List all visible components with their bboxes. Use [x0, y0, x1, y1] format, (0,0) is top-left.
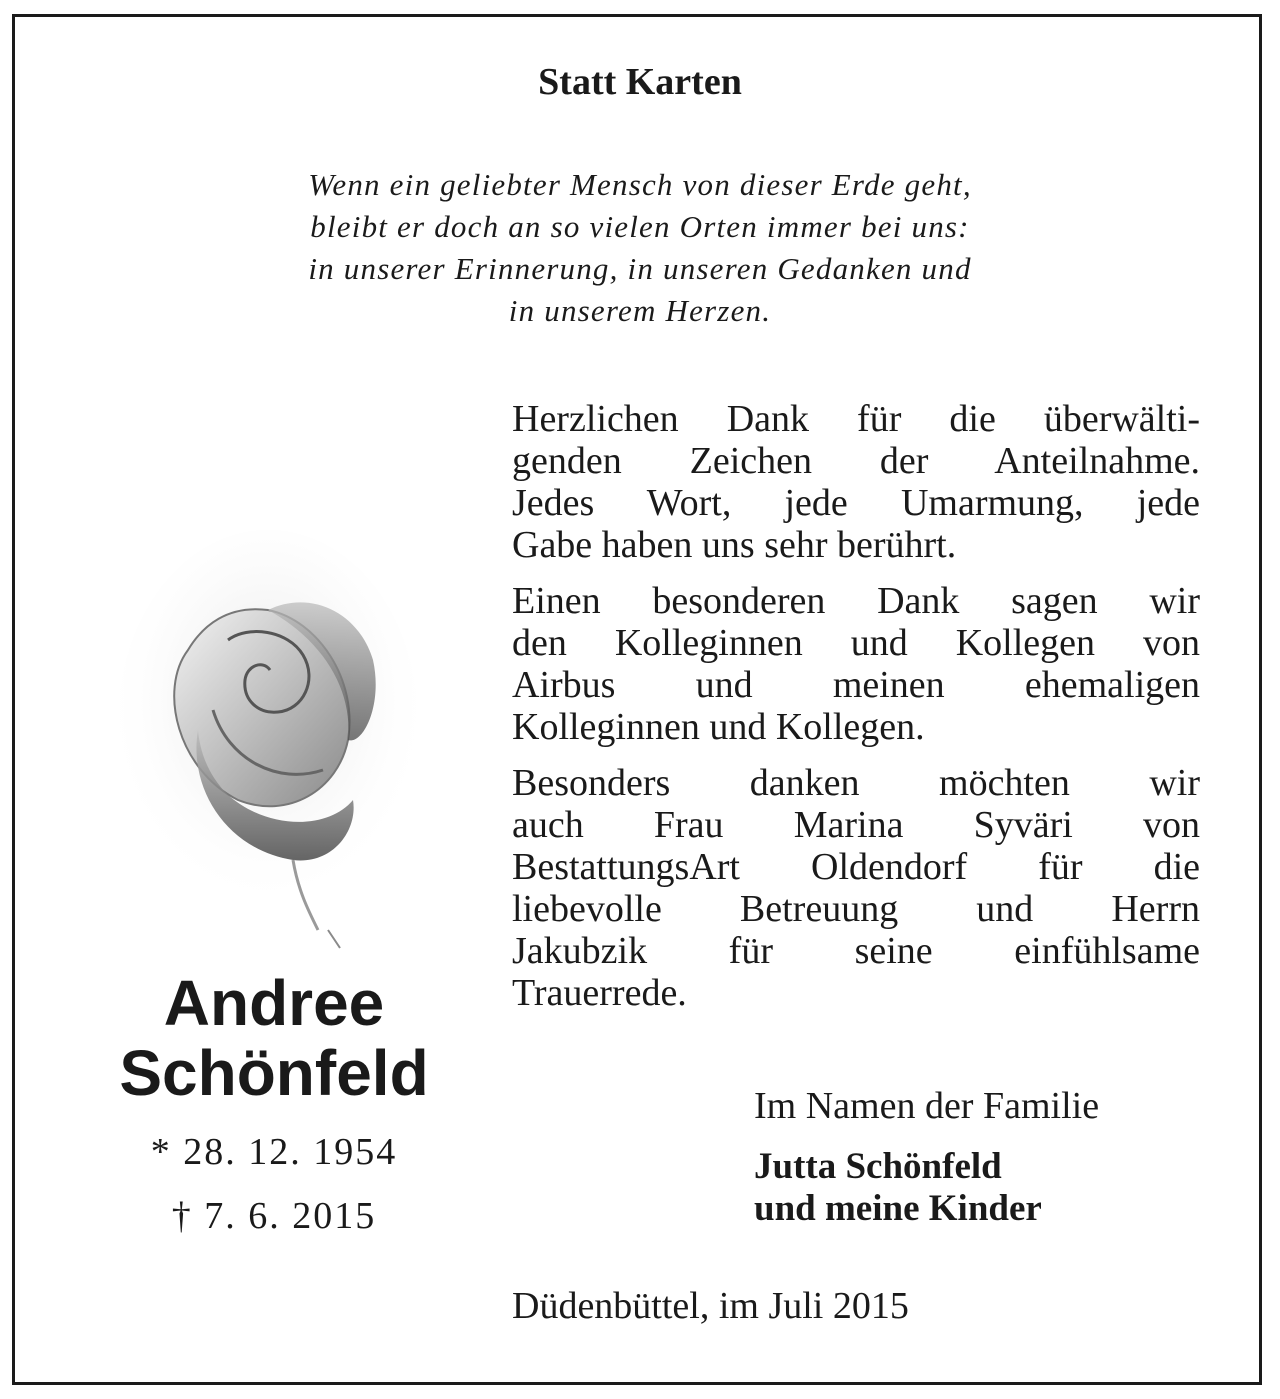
deceased-first-name: Andree — [163, 967, 385, 1039]
text-line: den Kolleginnen und Kollegen von — [512, 622, 1200, 664]
quote-line: bleibt er doch an so vielen Orten immer bei uns: — [310, 209, 970, 244]
text-line: Jedes Wort, jede Umarmung, jede — [512, 482, 1200, 524]
text-line: Jakubzik für seine einfühlsame — [512, 930, 1200, 972]
signers — [754, 1146, 1042, 1230]
text-line: liebevolle Betreuung und Herrn — [512, 888, 1200, 930]
quote-line: in unserem Herzen. — [508, 293, 772, 328]
paragraph — [512, 398, 1200, 566]
text-line: Airbus und meinen ehemaligen — [512, 664, 1200, 706]
quote-line: Wenn ein geliebter Mensch von dieser Erde geht, — [308, 167, 972, 202]
text-line: Besonders danken möchten wir — [512, 762, 1200, 804]
text-line: BestattungsArt Oldendorf für die — [512, 846, 1200, 888]
text-line: Gabe haben uns sehr berührt. — [512, 524, 957, 566]
memorial-quote — [140, 164, 1140, 332]
text-line: Einen besonderen Dank sagen wir — [512, 580, 1200, 622]
signer-line: Jutta Schönfeld — [754, 1146, 1002, 1187]
family-intro: Im Namen der Familie — [754, 1085, 1100, 1127]
place-date: Düdenbüttel, im Juli 2015 — [512, 1285, 909, 1327]
paragraph — [512, 580, 1200, 748]
text-line: Kolleginnen und Kollegen. — [512, 706, 925, 748]
deceased-name — [80, 968, 468, 1108]
deceased-last-name: Schönfeld — [119, 1037, 429, 1109]
text-line: auch Frau Marina Syväri von — [512, 804, 1200, 846]
birth-date: * 28. 12. 1954 — [150, 1131, 398, 1173]
text-line: Herzlichen Dank für die überwälti- — [512, 398, 1200, 440]
text-line: Trauerrede. — [512, 972, 687, 1014]
death-date: † 7. 6. 2015 — [171, 1195, 377, 1237]
paragraph — [512, 762, 1200, 1014]
thank-you-text — [512, 398, 1200, 1028]
quote-line: in unserer Erinnerung, in unseren Gedanken und — [308, 251, 972, 286]
rose-icon — [118, 530, 418, 970]
text-line: genden Zeichen der Anteilnahme. — [512, 440, 1200, 482]
page-title: Statt Karten — [538, 61, 742, 103]
signer-line: und meine Kinder — [754, 1188, 1042, 1229]
